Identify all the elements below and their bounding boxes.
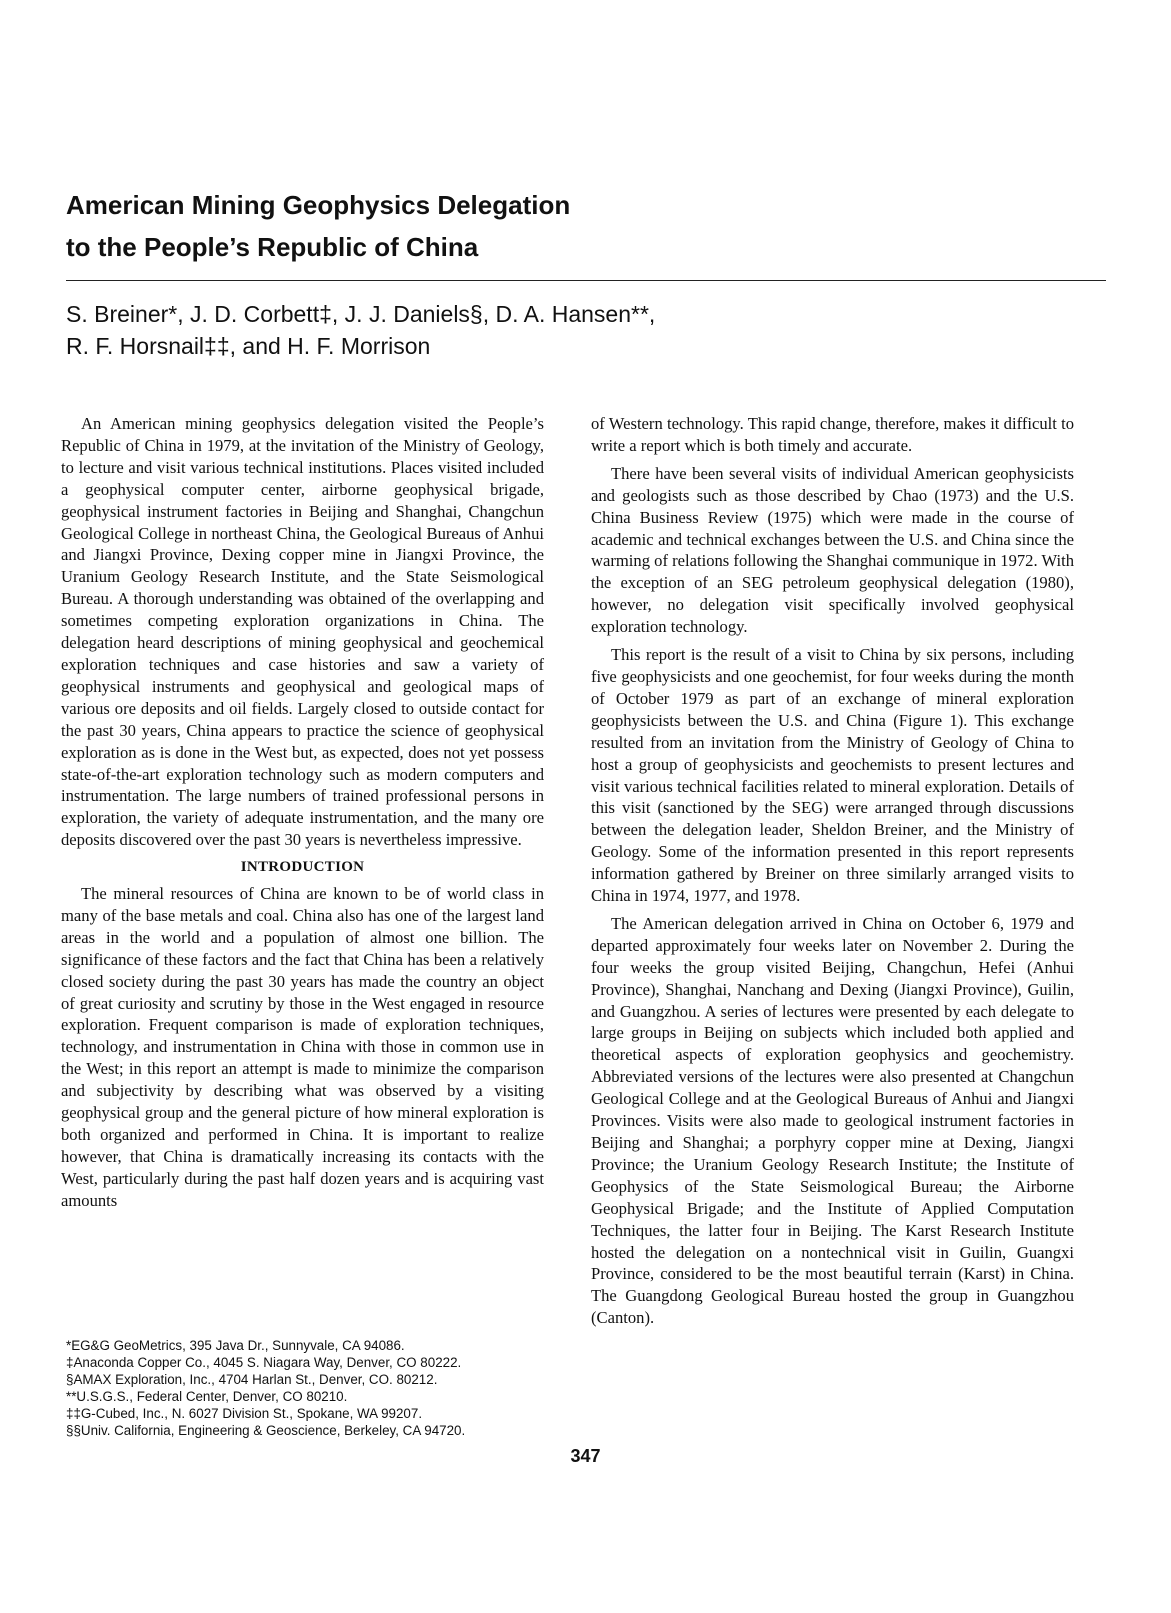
body-paragraph-visits: There have been several visits of individual American geophysicists and geologists such as those described by Chao (1973) and the U.S. China Business Review (1975) which were made in the course of academic and technical exchanges between the U.S. and China since the warming of relations following the Shanghai communique in 1972. With the exception of an SEG petroleum geophysical delegation (1980), however, no delegation visit specifically involved geophysical exploration technology.: [591, 463, 1074, 637]
footnote: **U.S.G.S., Federal Center, Denver, CO 80210.: [66, 1389, 348, 1404]
footnote: ‡‡G-Cubed, Inc., N. 6027 Division St., Spokane, WA 99207.: [66, 1406, 423, 1421]
section-heading-introduction: INTRODUCTION: [240, 859, 365, 876]
right-column: [591, 413, 1074, 1335]
body-paragraph-report: This report is the result of a visit to China by six persons, including five geophysicists and one geochemist, for four weeks during the month of October 1979 as part of an exchange of mineral exploration geophysicists between the U.S. and China (Figure 1). This exchange resulted from an invitation from the Ministry of Geology of China to host a group of geophysicists and geochemists to present lectures and visit various technical facilities related to mineral exploration. Details of this visit (sanctioned by the SEG) were arranged through discussions between the delegation leader, Sheldon Breiner, and the Ministry of Geology. Some of the information presented in this report represents information gathered by Breiner on three similarly arranged visits to China in 1974, 1977, and 1978.: [591, 645, 1074, 906]
authors-line-1: S. Breiner*, J. D. Corbett‡, J. J. Daniels§, D. A. Hansen**,: [66, 301, 656, 327]
title-line-1: American Mining Geophysics Delegation: [66, 190, 571, 220]
footnote: §§Univ. California, Engineering & Geoscience, Berkeley, CA 94720.: [66, 1423, 466, 1438]
author-list: [66, 298, 1106, 362]
footnote: ‡Anaconda Copper Co., 4045 S. Niagara Way, Denver, CO 80222.: [66, 1355, 462, 1370]
intro-paragraph: The mineral resources of China are known to be of world class in many of the base metals and coal. China also has one of the largest land areas in the world and a population of almost one billion. The significance of these factors and the fact that China has been a relatively closed society during the past 30 years has made the country an object of great curiosity and scrutiny by those in the West engaged in resource exploration. Frequent comparison is made of exploration techniques, technology, and instrumentation in China with those in common use in the West; in this report an attempt is made to minimize the comparison and subjectivity by describing what was observed by a visiting geophysical group and the general picture of how mineral exploration is both organized and performed in China. It is important to realize however, that China is dramatically increasing its contacts with the West, particularly during the past half dozen years and is acquiring vast amounts: [61, 884, 544, 1210]
article-title: [66, 184, 1106, 268]
title-divider: [66, 280, 1106, 281]
abstract-paragraph: An American mining geophysics delegation visited the People’s Republic of China in 1979, at the invitation of the Ministry of Geology, to lecture and visit various technical institutions. Places visited included a geophysical computer center, airborne geophysical brigade, geophysical instrument factories in Beijing and Shanghai, Changchun Geological College in northeast China, the Geological Bureaus of Anhui and Jiangxi Province, Dexing copper mine in Jiangxi Province, the Uranium Geology Research Institute, and the State Seismological Bureau. A thorough understanding was obtained of the overlapping and sometimes competing exploration organizations in China. The delegation heard descriptions of mining geophysical and geochemical exploration techniques and case histories and saw a variety of geophysical instruments and geophysical and geological maps of various ore deposits and oil fields. Largely closed to outside contact for the past 30 years, China appears to practice the science of geophysical exploration as is done in the West but, as expected, does not yet possess state-of-the-art exploration technology such as modern computers and instrumentation. The large numbers of trained professional persons in exploration, the variety of adequate instrumentation, and the many ore deposits discovered over the past 30 years is nevertheless impressive.: [61, 414, 544, 850]
footnote: §AMAX Exploration, Inc., 4704 Harlan St., Denver, CO. 80212.: [66, 1372, 438, 1387]
title-line-2: to the People’s Republic of China: [66, 232, 479, 262]
footnote: *EG&G GeoMetrics, 395 Java Dr., Sunnyvale, CA 94086.: [66, 1338, 405, 1353]
body-paragraph-itinerary: The American delegation arrived in China on October 6, 1979 and departed approximately four weeks later on November 2. During the four weeks the group visited Beijing, Changchun, Hefei (Anhui Province), Shanghai, Nanchang and Dexing (Jiangxi Province), Guilin, and Guangzhou. A series of lectures were presented by each delegate to large groups in Beijing on subjects which included both applied and theoretical aspects of exploration geophysics and geochemistry. Abbreviated versions of the lectures were also presented at Changchun Geological College and at the Geological Bureaus of Anhui and Jiangxi Provinces. Visits were also made to geological instrument factories in Beijing and Shanghai; a porphyry copper mine at Dexing, Jiangxi Province; the Uranium Geology Research Institute; the Institute of Geophysics of the State Seismological Bureau; the Airborne Geophysical Brigade; and the Institute of Applied Computation Techniques, the latter four in Beijing. The Karst Research Institute hosted the delegation on a nontechnical visit in Guilin, Guangxi Province, considered to be the most beautiful terrain (Karst) in China. The Guangdong Geological Bureau hosted the group in Guangzhou (Canton).: [591, 913, 1074, 1328]
affiliation-footnotes: [66, 1337, 546, 1439]
authors-line-2: R. F. Horsnail‡‡, and H. F. Morrison: [66, 333, 431, 359]
continuation-paragraph: of Western technology. This rapid change, therefore, makes it difficult to write a report which is both timely and accurate.: [591, 414, 1074, 455]
page-number: 347: [570, 1446, 601, 1466]
left-column: [61, 413, 544, 1218]
